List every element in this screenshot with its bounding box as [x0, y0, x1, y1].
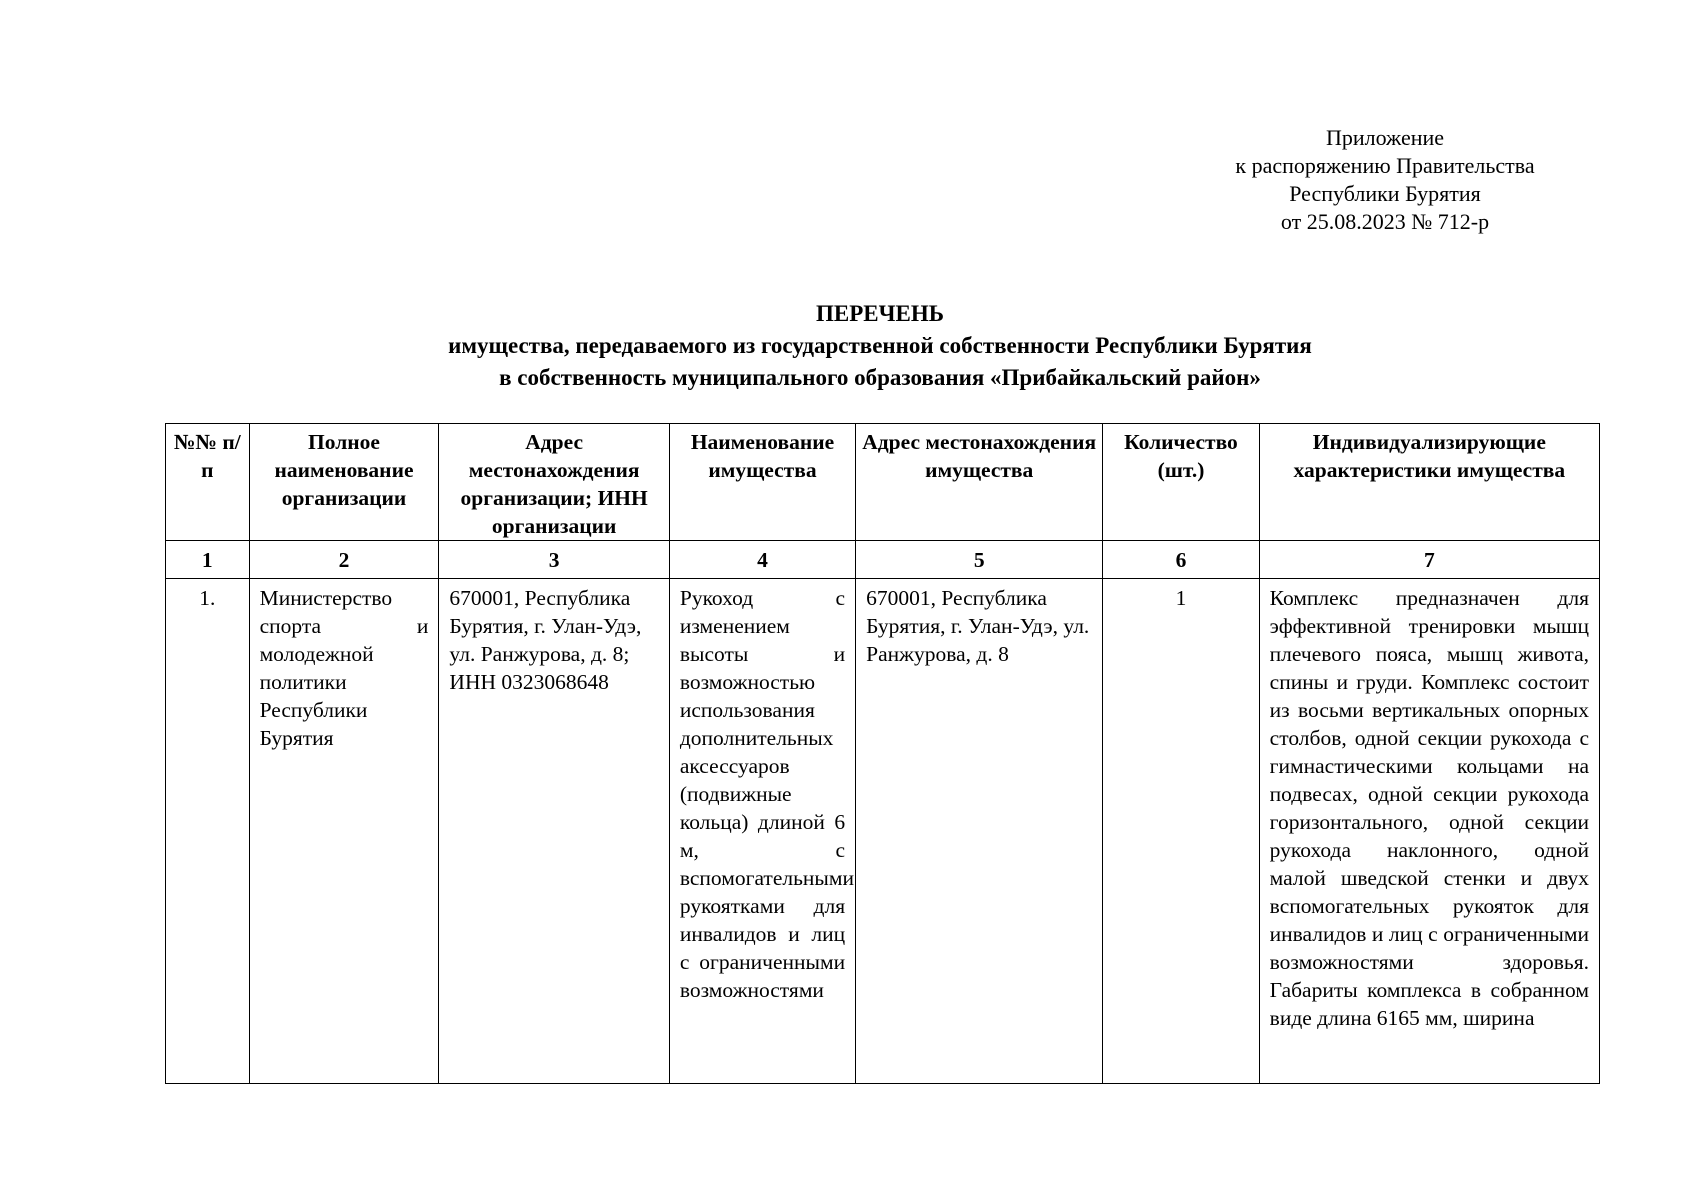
appendix-line: Республики Бурятия	[1289, 181, 1481, 206]
organization-address-cell	[439, 579, 669, 1084]
appendix-line: Приложение	[1325, 125, 1445, 150]
organization-address: 670001, Республика Бурятия, г. Улан-Удэ, ул. Ранжурова, д. 8;	[449, 586, 642, 666]
property-address: 670001, Республика Бурятия, г. Улан-Удэ, ул. Ранжурова, д. 8	[856, 579, 1103, 1084]
column-number-row	[166, 541, 1600, 579]
property-name: Рукоход с изменением высоты и возможностью использования дополнительных аксессуаров (подвижные кольца) длиной 6 м, с вспомогательными рукоятками для инвалидов и лиц с ограниченными возможностями	[669, 579, 855, 1084]
header-cell: Индивидуализирующие характеристики имущества	[1259, 424, 1599, 541]
header-cell: Количество (шт.)	[1103, 424, 1259, 541]
appendix-note	[1200, 124, 1570, 236]
quantity: 1	[1103, 579, 1259, 1084]
header-cell: Наименование имущества	[669, 424, 855, 541]
document-title	[160, 298, 1600, 394]
header-cell: №№ п/п	[166, 424, 250, 541]
column-number: 7	[1259, 541, 1599, 579]
table-header-row	[166, 424, 1600, 541]
header-cell: Адрес местонахождения имущества	[856, 424, 1103, 541]
row-number: 1.	[166, 579, 250, 1084]
header-cell: Адрес местонахождения организации; ИНН организации	[439, 424, 669, 541]
title-line: ПЕРЕЧЕНЬ	[816, 301, 944, 326]
appendix-line: от 25.08.2023 № 712-р	[1280, 209, 1490, 234]
column-number: 1	[166, 541, 250, 579]
title-line: в собственность муниципального образования «Прибайкальский район»	[499, 365, 1261, 390]
organization-inn: ИНН 0323068648	[449, 670, 609, 694]
header-cell: Полное наименование организации	[249, 424, 439, 541]
property-table	[165, 423, 1600, 1084]
column-number: 5	[856, 541, 1103, 579]
column-number: 4	[669, 541, 855, 579]
table-row	[166, 579, 1600, 1084]
organization-name: Министерство спорта и молодежной политики Республики Бурятия	[249, 579, 439, 1084]
column-number: 3	[439, 541, 669, 579]
column-number: 6	[1103, 541, 1259, 579]
title-line: имущества, передаваемого из государственной собственности Республики Бурятия	[448, 333, 1312, 358]
column-number: 2	[249, 541, 439, 579]
appendix-line: к распоряжению Правительства	[1235, 153, 1535, 178]
property-characteristics: Комплекс предназначен для эффективной тренировки мышц плечевого пояса, мышц живота, спины и груди. Комплекс состоит из восьми вертикальных опорных столбов, одной секции рукохода с гимнастическими кольцами на подвесах, одной секции рукохода горизонтального, одной секции рукохода наклонного, одной малой шведской стенки и двух вспомогательных рукояток для инвалидов и лиц с ограниченными возможностями здоровья. Габариты комплекса в собранном виде длина 6165 мм, ширина	[1259, 579, 1599, 1084]
